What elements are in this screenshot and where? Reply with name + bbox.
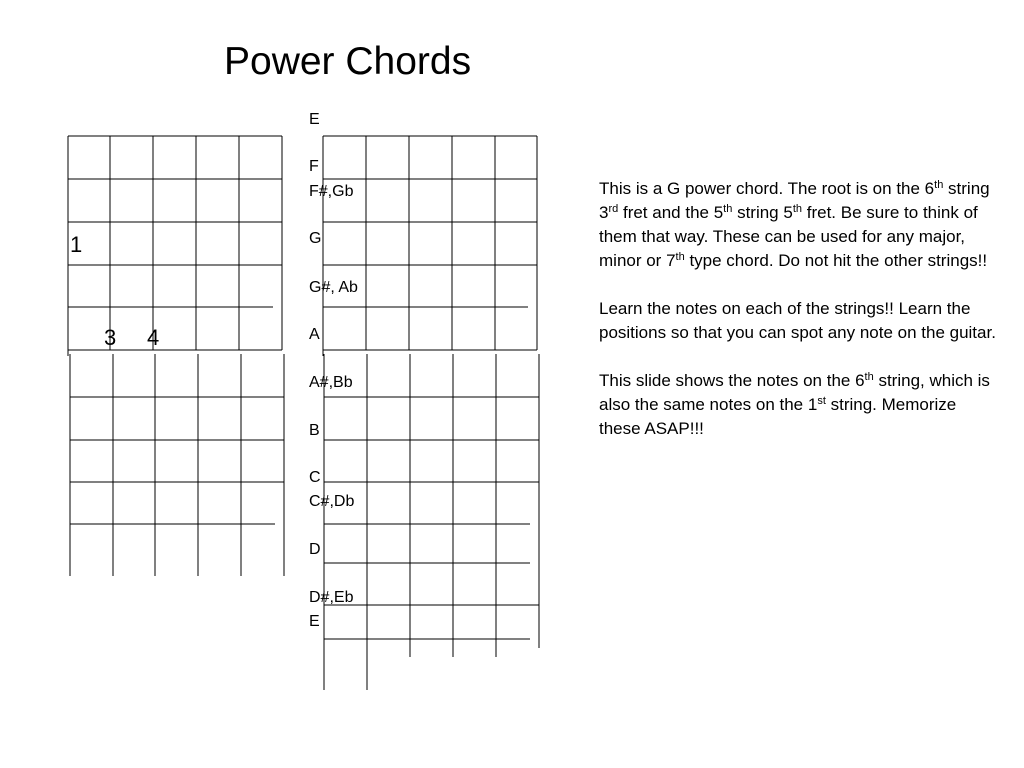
left-fretboard [68, 136, 284, 576]
note-label-e-open: E [309, 111, 320, 128]
paragraph-sixth-string: This slide shows the notes on the 6th string, which is also the same notes on the 1st string. Memorize these ASAP!!! [599, 371, 990, 438]
note-label-b: B [309, 422, 320, 439]
finger-label-3: 3 [104, 325, 117, 350]
paragraph-learn-notes: Learn the notes on each of the strings!! Learn the positions so that you can spot any note on the guitar. [599, 299, 996, 342]
note-label-a: A [309, 326, 320, 343]
paragraph-g-power-chord: This is a G power chord. The root is on the 6th string 3rd fret and the 5th string 5th fret. Be sure to think of them that way. These can be used for any major, minor or 7th type chord. Do not hit the other strings!! [599, 179, 990, 270]
finger-label-4: 4 [147, 325, 160, 350]
note-label-g: G [309, 230, 322, 247]
explanation-text [599, 177, 999, 465]
note-label-f-sharp: F#,Gb [309, 183, 354, 200]
note-label-d: D [309, 541, 321, 558]
note-label-e-twelfth: E [309, 613, 320, 630]
finger-label-1: 1 [70, 232, 83, 257]
note-label-d-sharp: D#,Eb [309, 589, 354, 606]
note-label-c-sharp: C#,Db [309, 493, 355, 510]
note-label-g-sharp: G#, Ab [309, 279, 358, 296]
note-label-a-sharp: A#,Bb [309, 374, 353, 391]
note-label-f: F [309, 158, 319, 175]
right-fretboard [323, 136, 539, 690]
slide-title: Power Chords [224, 40, 472, 83]
note-label-c: C [309, 469, 321, 486]
